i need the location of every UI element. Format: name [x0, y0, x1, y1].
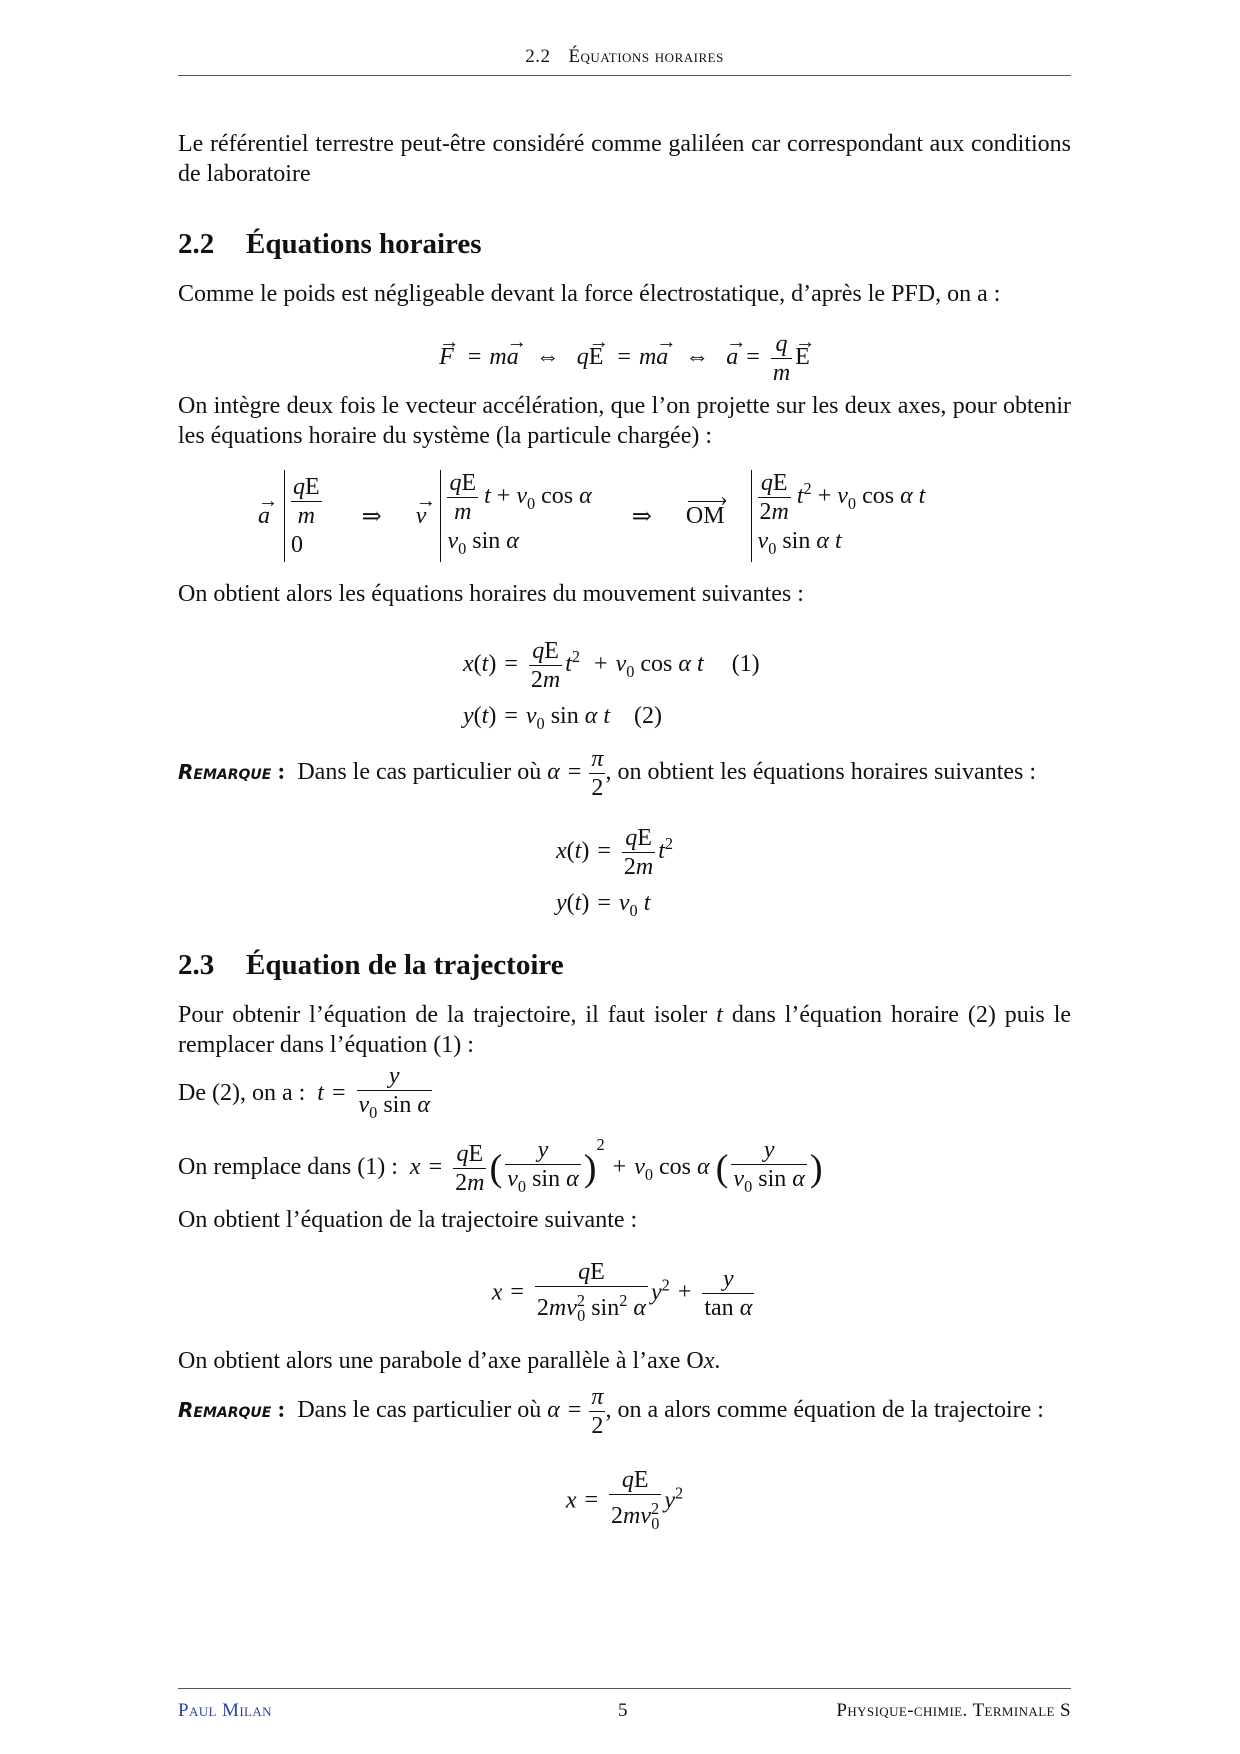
- math-var: t: [697, 651, 704, 677]
- math-op: =: [504, 702, 518, 729]
- math-var: t: [603, 702, 610, 729]
- math-var: α: [739, 1295, 753, 1322]
- superscript: 2: [651, 1499, 660, 1518]
- remark-label: Remarque: [178, 1398, 272, 1423]
- paragraph-pfd: Comme le poids est négligeable devant la force électrostatique, d’après le PFD, on a :: [178, 281, 1001, 307]
- math-op: ⇒: [631, 503, 652, 530]
- fraction: [291, 473, 322, 530]
- equations-horaires: [463, 635, 760, 746]
- denominator: [505, 1164, 580, 1201]
- fraction: [589, 745, 605, 802]
- math-var: q: [625, 824, 638, 851]
- footer-rule: [178, 1688, 1071, 1689]
- running-header: [178, 46, 1071, 68]
- numerator: π: [591, 746, 604, 772]
- math-op: =: [617, 344, 631, 371]
- denominator: [609, 1494, 661, 1538]
- equations-special-case: [556, 822, 673, 933]
- denominator: 2: [589, 1411, 605, 1440]
- math-var: α: [506, 527, 519, 554]
- math-var: q: [578, 1259, 591, 1285]
- numerator: [609, 1466, 661, 1494]
- subscript: 0: [577, 1305, 586, 1325]
- equation-y-t: [556, 881, 650, 933]
- math-var: α: [566, 1166, 579, 1193]
- vector-v: v →: [416, 503, 427, 530]
- denominator: [529, 665, 562, 694]
- math-var: E: [772, 469, 788, 496]
- math-var: α: [547, 759, 560, 786]
- math-var: E: [544, 637, 559, 664]
- math-fn: cos: [659, 1154, 692, 1180]
- math-var: m: [542, 666, 561, 693]
- numerator: [529, 637, 562, 665]
- footer-author[interactable]: Paul Milan: [178, 1700, 272, 1721]
- component-y: [758, 526, 926, 564]
- math-var: q: [760, 469, 773, 496]
- equation-label: (2): [633, 702, 662, 729]
- math-var: y: [651, 1279, 662, 1306]
- math-var: q: [532, 637, 545, 664]
- math-num: 2: [455, 1169, 468, 1196]
- math-op: =: [467, 344, 482, 371]
- math-var: m: [489, 344, 507, 371]
- math-var: v: [615, 651, 627, 677]
- math-var: q: [456, 1140, 469, 1167]
- math-var: v: [358, 1092, 370, 1118]
- math-var: v: [733, 1166, 745, 1193]
- math-var: E: [590, 1259, 605, 1285]
- math-var: t: [481, 702, 489, 729]
- equation-trajectory: [178, 1258, 1071, 1330]
- math-op: +: [496, 482, 511, 509]
- math-var: t: [574, 889, 582, 916]
- section-title: Équation de la trajectoire: [246, 949, 564, 981]
- equation-y-t: [463, 694, 662, 746]
- denominator: m: [772, 360, 791, 386]
- remark-text: , on obtient les équations horaires suivantes :: [605, 759, 1037, 786]
- math-fn: cos: [541, 482, 574, 509]
- section-number: 2.3: [178, 949, 215, 981]
- subscript: 0: [629, 900, 638, 920]
- math-var: α: [547, 1397, 560, 1424]
- numerator: y: [763, 1137, 775, 1164]
- superscript: 2: [664, 834, 674, 853]
- superscript: 2: [803, 478, 812, 498]
- fraction: [529, 637, 562, 694]
- math-op: =: [584, 1487, 599, 1514]
- math-var: α: [417, 1092, 430, 1118]
- math-op: =: [597, 889, 611, 916]
- math-var: E: [461, 469, 477, 496]
- math-var: v: [525, 702, 537, 729]
- math-var: t: [658, 838, 665, 864]
- math-var: E: [633, 1467, 649, 1493]
- math-var: m: [623, 1503, 641, 1529]
- numerator: [622, 824, 655, 852]
- component-x: [758, 469, 926, 526]
- paragraph-trajectory-intro: [178, 1000, 1071, 1060]
- math-fn: sin: [758, 1166, 787, 1193]
- math-var: v: [757, 527, 769, 554]
- math-fn: cos: [640, 651, 673, 677]
- math-fn: sin: [472, 527, 501, 554]
- paren: ): [581, 838, 590, 864]
- math-var: t: [918, 482, 926, 509]
- math-op: =: [567, 759, 582, 786]
- denominator: [357, 1090, 432, 1127]
- text: On remplace dans (1) :: [178, 1154, 398, 1180]
- superscript: 2: [576, 1291, 586, 1310]
- fraction: [731, 1136, 806, 1201]
- section-number: 2.2: [178, 228, 215, 260]
- math-var: v: [837, 482, 848, 509]
- paren: (: [473, 651, 482, 677]
- superscript: 2: [571, 647, 581, 666]
- math-op: ⇒: [361, 503, 382, 530]
- math-fn: cos: [862, 482, 895, 509]
- math-var: t: [484, 482, 491, 509]
- fraction: [589, 1383, 605, 1440]
- component-x: [447, 469, 591, 526]
- paren: ): [581, 889, 590, 916]
- component-y: 0: [291, 531, 303, 558]
- subscript: 0: [744, 1176, 753, 1196]
- fraction: [535, 1258, 648, 1330]
- remark-colon: :: [277, 1397, 286, 1424]
- math-fn: sin: [591, 1295, 620, 1321]
- denominator: [535, 1286, 648, 1330]
- line-isolate-t: [178, 1062, 435, 1127]
- math-num: 2: [611, 1503, 624, 1529]
- math-op: +: [817, 482, 832, 509]
- equation-label: (1): [731, 651, 760, 677]
- paragraph-trajectory-result: On obtient l’équation de la trajectoire suivante :: [178, 1207, 638, 1233]
- math-var: v: [507, 1166, 518, 1193]
- math-var: α: [678, 651, 692, 677]
- remark-1: [178, 745, 1071, 802]
- denominator: m: [291, 501, 322, 530]
- components-OM: [751, 470, 926, 562]
- vector-a: a →: [507, 344, 519, 371]
- paren: ): [488, 651, 497, 677]
- paren: ): [488, 702, 497, 729]
- math-var: x: [491, 1279, 503, 1306]
- subscript: 0: [526, 493, 536, 513]
- math-op: +: [677, 1279, 692, 1306]
- vector-a: a →: [726, 344, 738, 371]
- superscript: 2: [596, 1135, 605, 1154]
- remark-label: Remarque: [178, 760, 272, 785]
- subscript: 0: [517, 1176, 527, 1196]
- text: De (2), on a :: [178, 1079, 306, 1106]
- denominator: m: [447, 497, 478, 526]
- numerator: [535, 1258, 648, 1286]
- paragraph-integration: On intègre deux fois le vecteur accélération, que l’on projette sur les deux axes, pour obtenir les équations horaire du système (la particule chargée) :: [178, 393, 1071, 449]
- math-var: m: [635, 853, 654, 880]
- fraction: [357, 1062, 432, 1127]
- math-var: q: [576, 344, 589, 371]
- math-num: 2: [623, 853, 636, 880]
- math-var: α: [816, 527, 829, 554]
- paren: (: [566, 889, 575, 916]
- paren: ): [809, 1147, 823, 1190]
- header-rule: [178, 75, 1071, 76]
- math-var: y: [556, 889, 567, 916]
- paren: (: [489, 1147, 503, 1190]
- fraction: [447, 469, 478, 526]
- intro-paragraph: Le référentiel terrestre peut-être considéré comme galiléen car correspondant aux conditions de laboratoire: [178, 131, 1071, 187]
- subscript: 0: [458, 538, 467, 558]
- remark-text: , on a alors comme équation de la trajectoire :: [605, 1397, 1044, 1424]
- text: Pour obtenir l’équation de la trajectoire, il faut isoler: [178, 1002, 708, 1028]
- remark-text: Dans le cas particulier où: [297, 1397, 542, 1424]
- superscript: 2: [675, 1483, 684, 1503]
- math-var: α: [697, 1154, 710, 1180]
- text: .: [714, 1348, 721, 1374]
- vector-E: E →: [589, 344, 604, 371]
- paren: (: [473, 702, 482, 729]
- math-var: m: [771, 498, 789, 525]
- paragraph-parabola: [178, 1346, 1071, 1376]
- denominator: [622, 852, 655, 881]
- superscript: 2: [619, 1291, 628, 1310]
- vector-system: [258, 470, 925, 562]
- numerator: q: [775, 331, 788, 357]
- subscript: 0: [536, 713, 545, 733]
- math-var: v: [618, 889, 630, 916]
- math-op: =: [597, 838, 611, 864]
- remark-colon: :: [277, 759, 286, 786]
- components-v: [440, 470, 591, 562]
- math-var: t: [565, 651, 572, 677]
- remark-2: [178, 1383, 1071, 1440]
- superscript: 2: [661, 1275, 670, 1295]
- math-op: +: [594, 651, 608, 677]
- subscript: 0: [369, 1102, 378, 1122]
- paren: ): [583, 1147, 597, 1190]
- denominator: [758, 497, 791, 526]
- equation-pfd: [178, 330, 1071, 387]
- paragraph-equations-intro: On obtient alors les équations horaires du mouvement suivantes :: [178, 581, 804, 607]
- math-var: α: [900, 482, 913, 509]
- numerator: y: [537, 1137, 549, 1164]
- math-var: v: [640, 1503, 652, 1529]
- math-var: t: [834, 527, 842, 554]
- numerator: y: [388, 1063, 400, 1089]
- math-fn: sin: [383, 1092, 412, 1118]
- math-var: q: [293, 473, 305, 500]
- math-op: =: [504, 651, 518, 677]
- component-y: [447, 526, 591, 564]
- line-substitute: [178, 1135, 823, 1201]
- section-heading-2-3: [178, 949, 564, 982]
- math-var: q: [621, 1467, 634, 1493]
- section-heading-2-2: [178, 228, 482, 261]
- paren: (: [566, 838, 575, 864]
- footer-course: Physique-chimie. Terminale S: [836, 1700, 1071, 1721]
- components-a: [284, 470, 322, 562]
- math-var: E: [305, 473, 320, 500]
- numerator: [447, 469, 478, 497]
- math-var: t: [574, 838, 582, 864]
- math-fn: tan: [704, 1295, 734, 1322]
- math-var: y: [664, 1487, 675, 1514]
- math-op: =: [510, 1279, 524, 1306]
- denominator: 2: [589, 773, 605, 802]
- remark-text: Dans le cas particulier où: [297, 759, 542, 786]
- equation-x-t: [463, 635, 760, 694]
- math-var: α: [579, 482, 592, 509]
- math-var: q: [449, 469, 462, 496]
- numerator: [453, 1140, 486, 1168]
- equation-x-t: [556, 822, 673, 881]
- text: On obtient alors une parabole d’axe parallèle à l’axe O: [178, 1348, 704, 1374]
- math-var: E: [468, 1140, 484, 1167]
- subscript: 0: [626, 661, 635, 681]
- math-var: m: [467, 1169, 485, 1196]
- section-title: Équations horaires: [246, 228, 482, 260]
- numerator: y: [723, 1266, 734, 1293]
- fraction: [453, 1140, 486, 1197]
- vector-a: a →: [258, 503, 270, 530]
- subscript: 0: [644, 1164, 654, 1184]
- math-op: ⇔: [685, 344, 710, 371]
- math-fn: sin: [550, 702, 579, 729]
- equation-trajectory-special: [178, 1466, 1071, 1538]
- header-title: Équations horaires: [568, 46, 724, 67]
- math-var: m: [548, 1295, 567, 1321]
- math-num: 2: [530, 666, 543, 693]
- vector-E: E →: [795, 344, 810, 371]
- math-var: t: [481, 651, 489, 677]
- math-fn: sin: [782, 527, 811, 554]
- math-var: t: [643, 889, 651, 916]
- vector-F: F →: [439, 344, 454, 371]
- math-var: t: [796, 482, 804, 509]
- vector-a: a →: [656, 344, 668, 371]
- math-num: 2: [759, 498, 772, 525]
- math-op: =: [331, 1079, 346, 1106]
- header-section: 2.2: [525, 46, 551, 67]
- math-var: t: [317, 1079, 324, 1106]
- paren: (: [715, 1147, 729, 1190]
- math-var: t: [716, 1002, 723, 1028]
- math-op: =: [428, 1154, 443, 1180]
- numerator: [758, 469, 791, 497]
- math-op: =: [746, 344, 760, 371]
- numerator: π: [591, 1384, 604, 1410]
- text: dans l’équation horaire (2) puis le remplacer dans l’équation (1) :: [178, 1002, 1072, 1058]
- fraction: [505, 1136, 580, 1201]
- math-var: x: [565, 1487, 577, 1514]
- math-var: E: [637, 824, 652, 851]
- subscript: 0: [768, 538, 777, 558]
- math-var: x: [556, 838, 567, 864]
- denominator: [453, 1168, 486, 1197]
- math-var: α: [792, 1166, 805, 1193]
- fraction: [758, 469, 791, 526]
- fraction: [622, 824, 655, 881]
- math-var: v: [516, 482, 527, 509]
- subscript: 0: [847, 493, 857, 513]
- math-num: 2: [536, 1295, 549, 1321]
- math-op: ⇔: [535, 344, 560, 371]
- page-number: 5: [618, 1700, 628, 1721]
- math-var: m: [638, 344, 657, 371]
- math-var: x: [703, 1348, 715, 1374]
- subscript: 0: [651, 1513, 660, 1533]
- numerator: [291, 473, 322, 501]
- vector-OM: › OM: [686, 503, 725, 530]
- fraction: [609, 1466, 661, 1538]
- math-op: +: [612, 1154, 627, 1180]
- fraction: [702, 1265, 754, 1322]
- math-var: α: [584, 702, 598, 729]
- math-var: v: [634, 1154, 645, 1180]
- math-var: v: [447, 527, 459, 554]
- denominator: [702, 1293, 754, 1322]
- fraction: [771, 330, 792, 387]
- math-var: v: [566, 1295, 577, 1321]
- math-var: x: [409, 1154, 421, 1180]
- math-var: α: [633, 1295, 646, 1321]
- denominator: [731, 1164, 806, 1201]
- math-fn: sin: [532, 1166, 561, 1193]
- math-var: y: [463, 702, 474, 729]
- math-op: =: [567, 1397, 582, 1424]
- math-var: x: [463, 651, 474, 677]
